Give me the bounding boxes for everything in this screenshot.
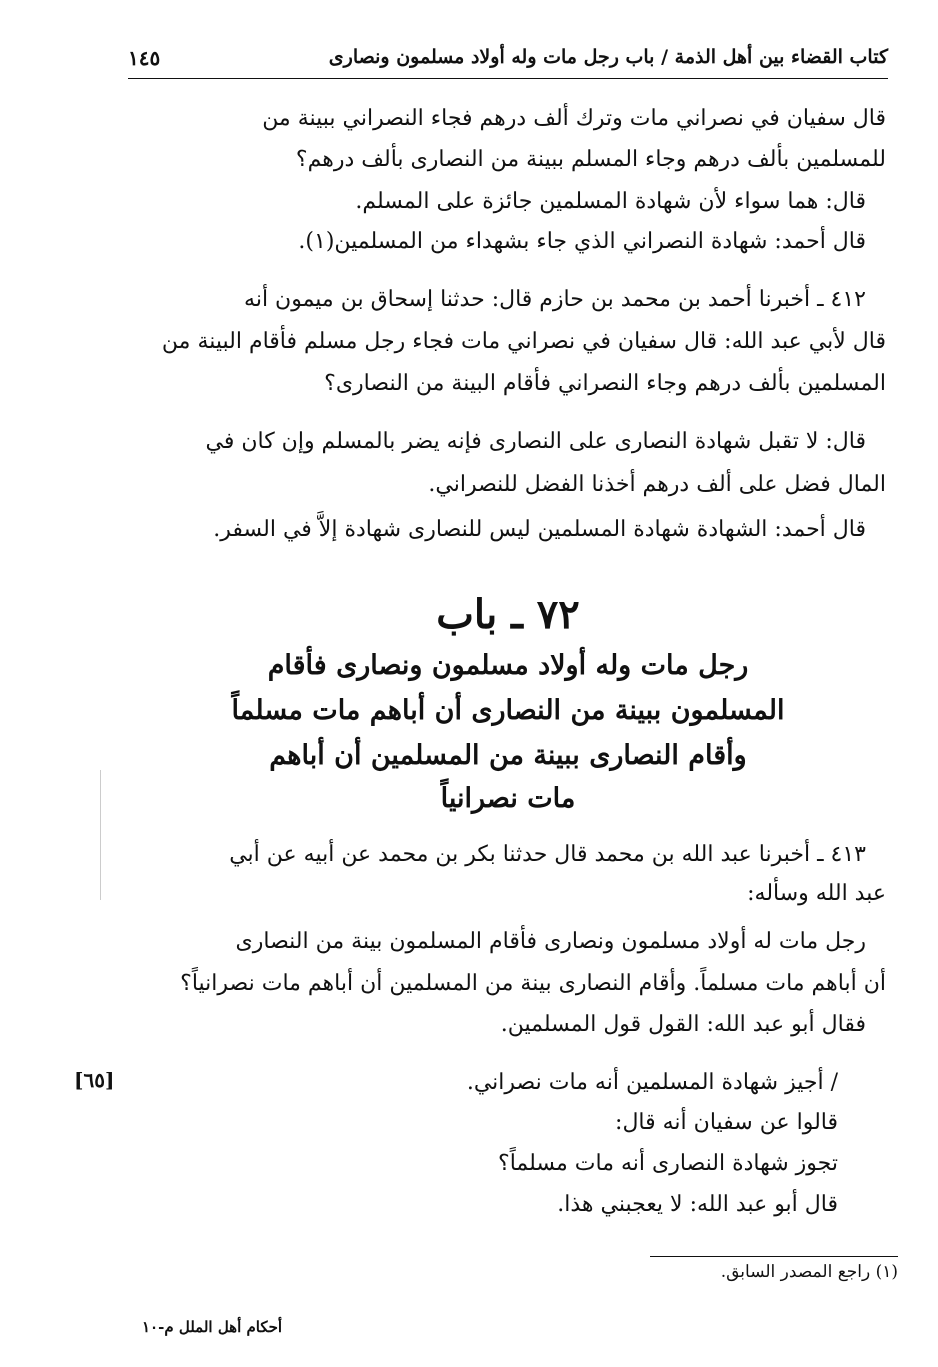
chapter-subtitle-line: وأقام النصارى ببينة من المسلمين أن أباهم [269,740,747,771]
text-line: ٤١٢ ـ أخبرنا أحمد بن محمد بن حازم قال: حدثنا إسحاق بن ميمون أنه [244,287,866,312]
text-line: للمسلمين بألف درهم وجاء المسلم ببينة من النصارى بألف درهم؟ [295,147,886,172]
text-line: تجوز شهادة النصارى أنه مات مسلماً؟ [498,1151,838,1176]
text-line: المال فضل على ألف درهم أخذنا الفضل للنصراني. [428,472,886,497]
chapter-heading: ٧٢ ـ باب [436,591,580,638]
page-number: ١٤٥ [128,46,161,70]
text-line: المسلمين بألف درهم وجاء النصراني فأقام البينة من النصارى؟ [324,371,886,396]
text-line: عبد الله وسأله: [747,881,886,906]
text-line: قالوا عن سفيان أنه قال: [615,1110,838,1135]
text-line: ٤١٣ ـ أخبرنا عبد الله بن محمد قال حدثنا بكر بن محمد عن أبيه عن أبي [229,842,866,867]
text-line: قال سفيان في نصراني مات وترك ألف درهم فجاء النصراني ببينة من [262,106,886,131]
text-line: قال لأبي عبد الله: قال سفيان في نصراني مات فجاء رجل مسلم فأقام البينة من [161,329,886,354]
footnote: (١) راجع المصدر السابق. [720,1262,898,1282]
footnote-rule [650,1256,898,1257]
running-header [128,44,888,79]
print-signature: أحكام أهل الملل م-١٠ [142,1318,283,1336]
text-line: / أجيز شهادة المسلمين أنه مات نصراني. [466,1070,838,1095]
text-line: قال أحمد: شهادة النصراني الذي جاء بشهداء من المسلمين(١). [298,229,866,254]
header-title: كتاب القضاء بين أهل الذمة / باب رجل مات وله أولاد مسلمون ونصارى [328,46,888,68]
text-line: قال أبو عبد الله: لا يعجبني هذا. [557,1192,838,1217]
text-line: أن أباهم مات مسلماً. وأقام النصارى بينة من المسلمين أن أباهم مات نصرانياً؟ [180,971,886,996]
text-line: قال: لا تقبل شهادة النصارى على النصارى فإنه يضر بالمسلم وإن كان في [205,429,866,454]
margin-reference: [٦٥] [74,1068,115,1092]
text-line: قال أحمد: الشهادة شهادة المسلمين ليس للنصارى شهادة إلاَّ في السفر. [213,517,866,542]
text-line: قال: هما سواء لأن شهادة المسلمين جائزة على المسلم. [355,189,866,214]
chapter-subtitle-line: مات نصرانياً [440,783,576,814]
scan-artifact-line [100,770,101,900]
chapter-subtitle-line: المسلمون ببينة من النصارى أن أباهم مات مسلماً [231,695,785,726]
text-line: رجل مات له أولاد مسلمون ونصارى فأقام المسلمون بينة من النصارى [235,929,866,954]
text-line: فقال أبو عبد الله: القول قول المسلمين. [500,1012,866,1037]
chapter-subtitle-line: رجل مات وله أولاد مسلمون ونصارى فأقام [267,650,749,681]
